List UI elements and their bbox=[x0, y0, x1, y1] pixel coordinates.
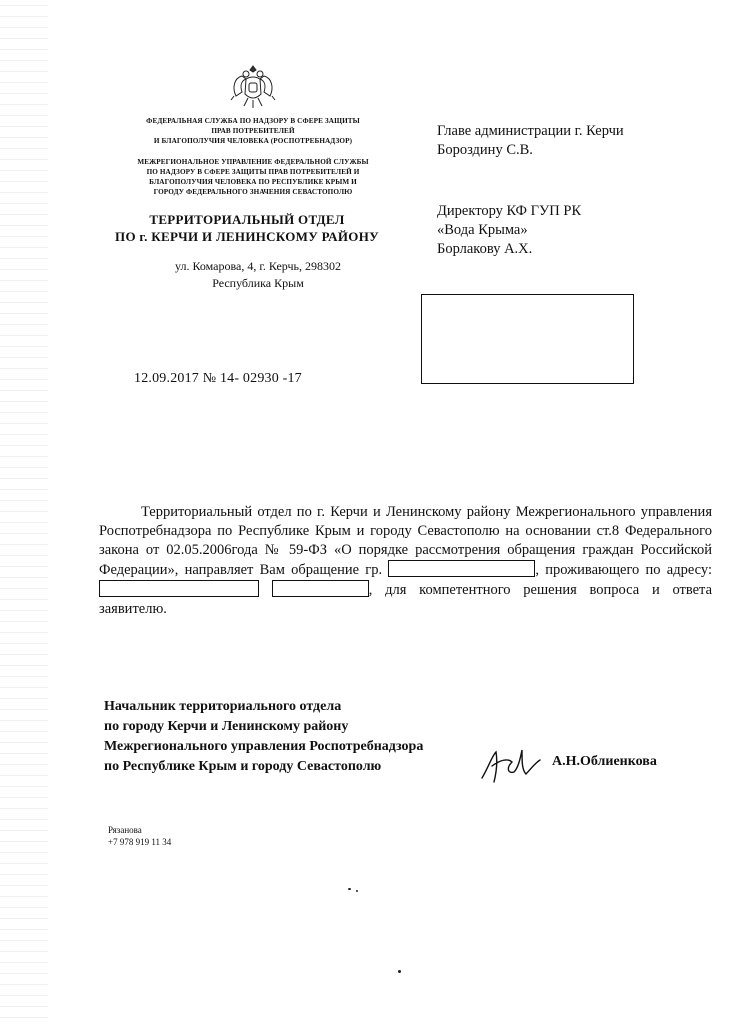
department-name bbox=[92, 211, 402, 245]
letter-body bbox=[99, 503, 712, 619]
interregional-office-name bbox=[78, 157, 428, 197]
recipient-line: Директору КФ ГУП РК bbox=[437, 203, 582, 219]
scan-speck bbox=[348, 888, 351, 890]
department-line: ПО г. КЕРЧИ И ЛЕНИНСКОМУ РАЙОНУ bbox=[115, 229, 379, 244]
address-line: Республика Крым bbox=[212, 276, 304, 290]
signature-title-line: Межрегионального управления Роспотребнадзора bbox=[104, 739, 424, 754]
recipient-line: Борлакову А.Х. bbox=[437, 241, 533, 257]
redacted-address-box-2 bbox=[272, 580, 369, 597]
recipient-2 bbox=[437, 202, 581, 259]
agency-line: ФЕДЕРАЛЬНАЯ СЛУЖБА ПО НАДЗОРУ В СФЕРЕ ЗАЩИТЫ bbox=[146, 117, 360, 125]
signature-title-line: Начальник территориального отдела bbox=[104, 699, 342, 714]
scan-edge-artifact bbox=[0, 0, 48, 1024]
interregional-line: БЛАГОПОЛУЧИЯ ЧЕЛОВЕКА ПО РЕСПУБЛИКЕ КРЫМ И bbox=[149, 178, 357, 186]
redacted-address-box bbox=[99, 580, 259, 597]
recipient-line: «Вода Крыма» bbox=[437, 222, 528, 238]
signature-title-line: по городу Керчи и Ленинскому району bbox=[104, 719, 349, 734]
agency-line: ПРАВ ПОТРЕБИТЕЛЕЙ bbox=[211, 127, 295, 135]
sender-address bbox=[108, 258, 408, 292]
handwritten-signature bbox=[478, 738, 548, 788]
scan-speck bbox=[398, 970, 401, 973]
coat-of-arms-icon bbox=[228, 62, 278, 112]
signature-title-block bbox=[104, 697, 423, 777]
recipient-1 bbox=[437, 122, 624, 160]
redacted-recipient-box bbox=[421, 294, 634, 384]
registration-number: 12.09.2017 № 14- 02930 -17 bbox=[134, 371, 302, 386]
scan-speck bbox=[356, 890, 358, 892]
signer-name: А.Н.Облиенкова bbox=[552, 754, 657, 769]
interregional-line: МЕЖРЕГИОНАЛЬНОЕ УПРАВЛЕНИЕ ФЕДЕРАЛЬНОЙ СЛУЖБЫ bbox=[137, 158, 369, 166]
recipient-line: Бороздину С.В. bbox=[437, 142, 533, 158]
body-text-part: Территориальный отдел по г. Керчи и Ленинскому району Межрегионального управления Роспотребнадзора по Республике Крым и городу Севастополю на основании ст.8 Федерального закона от 02.05.2006года № 59-ФЗ «О порядке рассмотрения обращения граждан Российской Федерации», направляет Вам обращение гр. bbox=[99, 504, 712, 578]
department-line: ТЕРРИТОРИАЛЬНЫЙ ОТДЕЛ bbox=[149, 212, 345, 227]
agency-line: И БЛАГОПОЛУЧИЯ ЧЕЛОВЕКА (РОСПОТРЕБНАДЗОР) bbox=[153, 137, 353, 145]
interregional-line: ПО НАДЗОРУ В СФЕРЕ ЗАЩИТЫ ПРАВ ПОТРЕБИТЕЛЕЙ И bbox=[146, 168, 360, 176]
body-text-part: , для компетентного решения вопроса и ответа заявителю. bbox=[99, 582, 712, 617]
executor-name: Рязанова bbox=[108, 825, 142, 835]
recipient-line: Главе администрации г. Керчи bbox=[437, 123, 624, 139]
body-text-part: , проживающего по адресу: bbox=[535, 562, 712, 578]
redacted-name-box bbox=[388, 560, 535, 577]
executor-info bbox=[108, 824, 171, 848]
signature-title-line: по Республике Крым и городу Севастополю bbox=[104, 759, 382, 774]
address-line: ул. Комарова, 4, г. Керчь, 298302 bbox=[175, 259, 341, 273]
interregional-line: ГОРОДУ ФЕДЕРАЛЬНОГО ЗНАЧЕНИЯ СЕВАСТОПОЛЮ bbox=[153, 188, 353, 196]
executor-phone: +7 978 919 11 34 bbox=[108, 837, 172, 847]
agency-name bbox=[78, 116, 428, 146]
